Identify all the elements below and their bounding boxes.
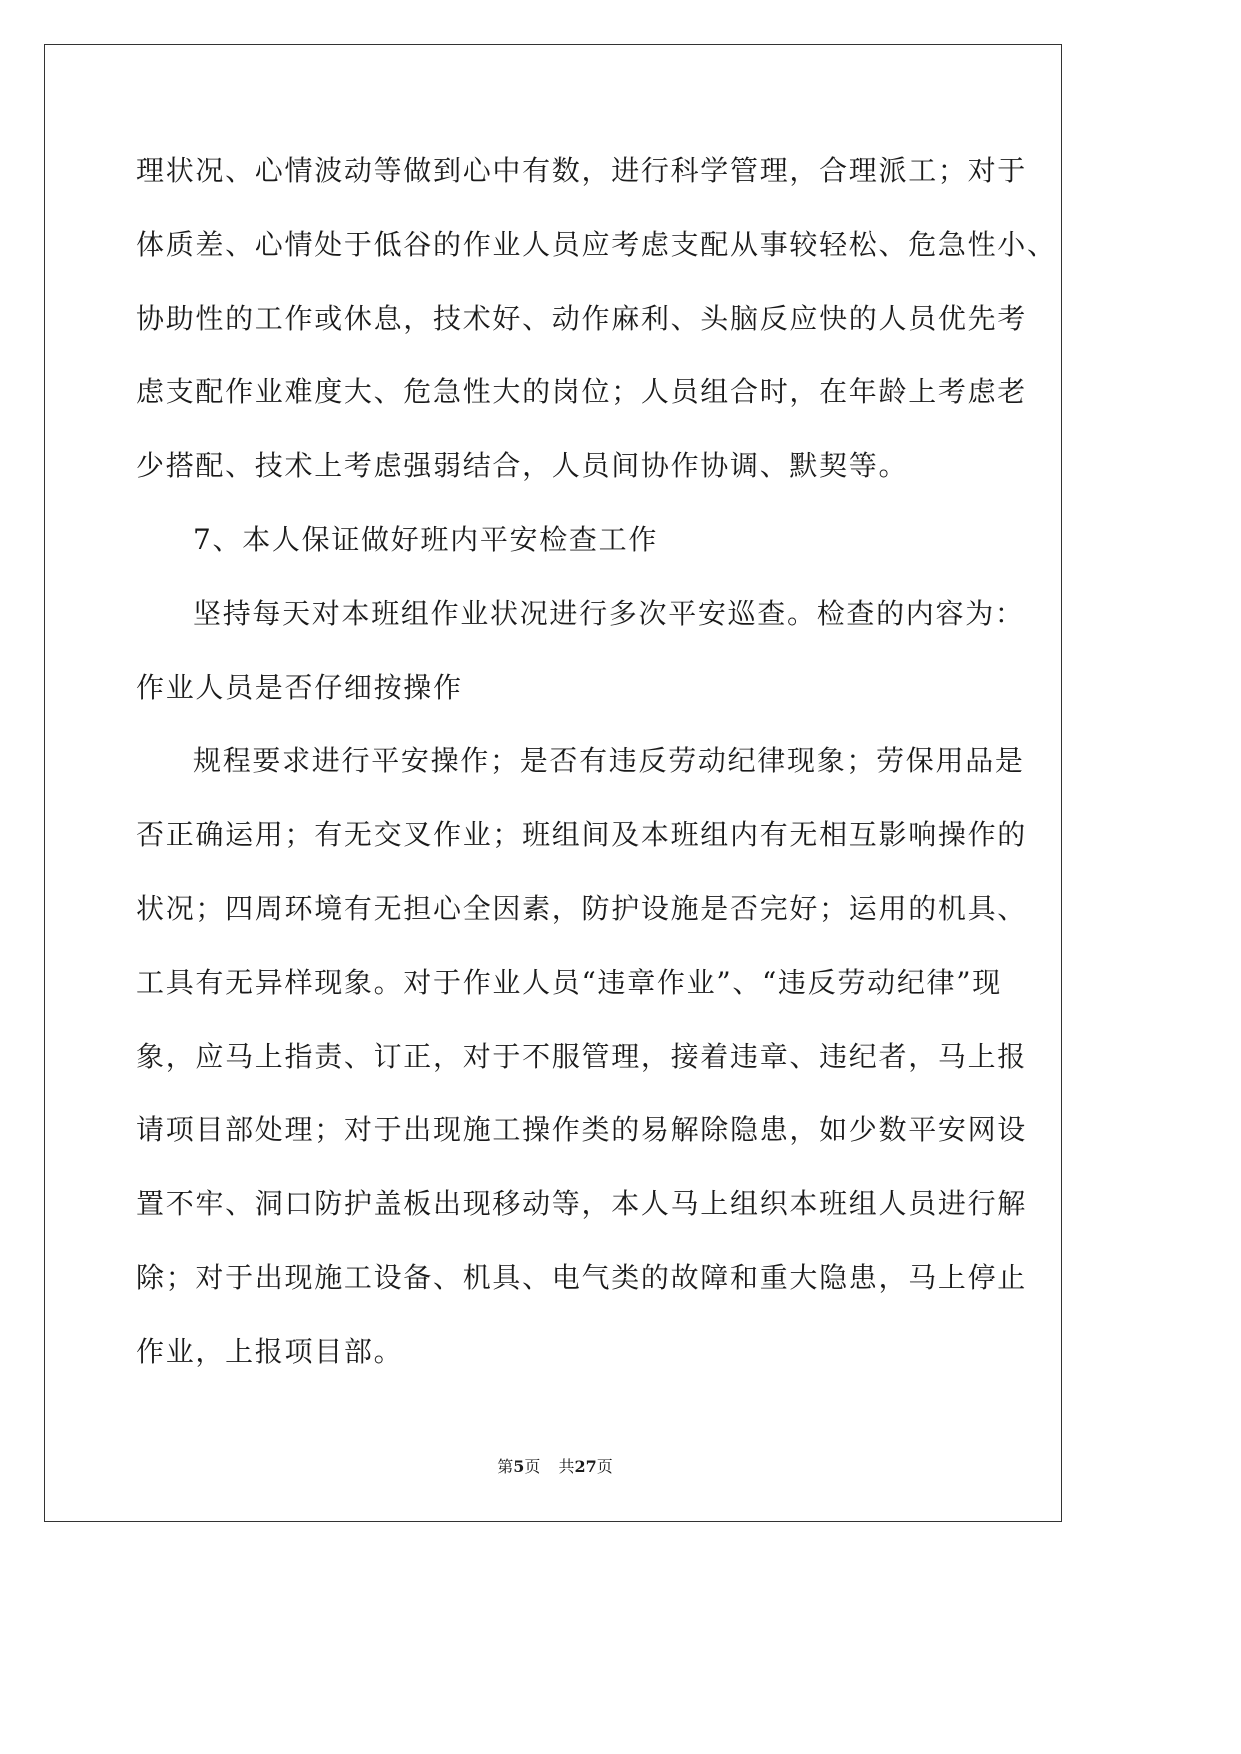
- text-line: 工具有无异样现象。对于作业人员“违章作业”、“违反劳动纪律”现: [136, 965, 1002, 999]
- text-line: 请项目部处理；对于出现施工操作类的易解除隐患，如少数平安网设: [136, 1113, 1028, 1147]
- text-line: 规程要求进行平安操作；是否有违反劳动纪律现象；劳保用品是: [193, 744, 1025, 778]
- text-line: 置不牢、洞口防护盖板出现移动等，本人马上组织本班组人员进行解: [136, 1187, 1028, 1221]
- total-prefix: 共: [558, 1457, 575, 1476]
- text-line: 除；对于出现施工设备、机具、电气类的故障和重大隐患，马上停止: [136, 1260, 1028, 1294]
- text-line: 体质差、心情处于低谷的作业人员应考虑支配从事较轻松、危急性小、: [136, 227, 1057, 261]
- text-line: 否正确运用；有无交叉作业；班组间及本班组内有无相互影响操作的: [136, 818, 1028, 852]
- document-body: [136, 139, 1057, 1394]
- text-line: 协助性的工作或休息，技术好、动作麻利、头脑反应快的人员优先考: [136, 301, 1028, 335]
- section-heading: 7、本人保证做好班内平安检查工作: [193, 522, 659, 556]
- text-line: 状况；四周环境有无担心全因素，防护设施是否完好；运用的机具、: [136, 891, 1028, 925]
- total-suffix: 页: [596, 1457, 613, 1476]
- page-number: 5: [513, 1457, 525, 1476]
- page-footer: [0, 1454, 1110, 1477]
- text-line: 坚持每天对本班组作业状况进行多次平安巡查。检查的内容为：: [193, 596, 1025, 630]
- text-line: 少搭配、技术上考虑强弱结合，人员间协作协调、默契等。: [136, 449, 909, 483]
- page-prefix: 第: [497, 1457, 514, 1476]
- text-line: 虑支配作业难度大、危急性大的岗位；人员组合时，在年龄上考虑老: [136, 375, 1028, 409]
- text-line: 象，应马上指责、订正，对于不服管理，接着违章、违纪者，马上报: [136, 1039, 1028, 1073]
- text-line: 作业人员是否仔细按操作: [136, 670, 463, 704]
- total-pages: 27: [574, 1457, 597, 1476]
- text-line: 理状况、心情波动等做到心中有数，进行科学管理，合理派工；对于: [136, 154, 1028, 187]
- text-line: 作业，上报项目部。: [136, 1334, 404, 1368]
- page-suffix: 页: [524, 1457, 541, 1476]
